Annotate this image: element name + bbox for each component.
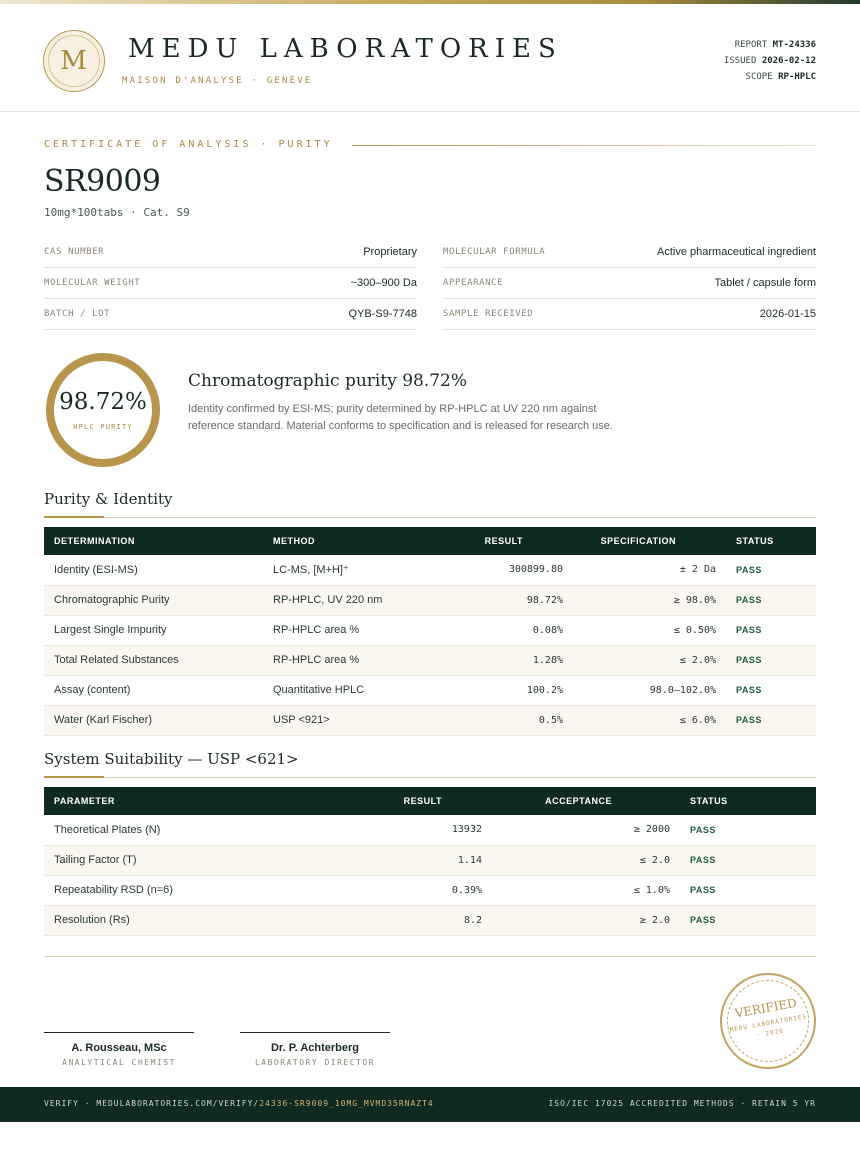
cell-result: 300899.80 [443,555,573,585]
status-badge: PASS [726,615,816,645]
stamp-main-text: VERIFIED [733,995,798,1021]
section-rule [44,517,816,518]
status-badge: PASS [726,585,816,615]
product-subtitle: 10mg*100tabs · Cat. S9 [44,206,190,219]
column-header: PARAMETER [54,796,115,806]
section-accent [44,776,104,778]
meta-report: REPORT MT-24336 [734,40,816,50]
column-header: STATUS [690,796,728,806]
cell-parameter: Repeatability RSD (n=6) [44,875,360,905]
purity-table [44,527,816,736]
cell-method: RP-HPLC, UV 220 nm [263,585,443,615]
info-key: CAS NUMBER [44,247,105,257]
status-badge: PASS [726,705,816,735]
cell-method: USP <921> [263,705,443,735]
status-badge: PASS [726,675,816,705]
column-header: RESULT [403,796,442,806]
cell-acceptance: ≥ 2000 [492,815,680,845]
purity-ring-label: HPLC PURITY [73,423,133,431]
status-badge: PASS [680,815,816,845]
section-accent [44,516,104,518]
cell-result: 1.14 [360,845,492,875]
table-row [44,555,816,585]
cell-result: 1.28% [443,645,573,675]
meta-issued: ISSUED 2026-02-12 [723,56,816,66]
table-row [44,615,816,645]
product-name: SR9009 [44,164,161,199]
cell-result: 98.72% [443,585,573,615]
signature-name: A. Rousseau, MSc [71,1042,167,1054]
info-row [44,237,417,268]
table-row [44,875,816,905]
purity-title: Chromatographic purity 98.72% [188,371,468,391]
status-badge: PASS [726,555,816,585]
verified-stamp [712,965,823,1076]
cell-parameter: Resolution (Rs) [44,905,360,935]
cell-spec: ± 2 Da [573,555,726,585]
section-title-purity: Purity & Identity [44,490,173,508]
brand-tagline: MAISON D'ANALYSE · GENÈVE [122,76,313,86]
column-header: METHOD [273,536,315,546]
suitability-table [44,787,816,936]
verify-link[interactable]: 24336-SR9009_10MG_MVMD35RNAZT4 [259,1099,434,1108]
footer-accreditation: ISO/IEC 17025 ACCREDITED METHODS · RETAIN 5 YR [548,1099,816,1108]
info-key: BATCH / LOT [44,309,111,319]
certificate-divider [352,145,816,146]
cell-result: 13932 [360,815,492,845]
column-header: STATUS [736,536,774,546]
column-header: DETERMINATION [54,536,135,546]
cell-method: RP-HPLC area % [263,645,443,675]
column-header: RESULT [484,536,523,546]
footer-verify-prefix: VERIFY · MEDULABORATORIES.COM/VERIFY/ [44,1099,260,1108]
report-meta [724,37,816,85]
signature-block [44,1032,194,1067]
info-row [44,268,417,299]
logo-letter: M [60,46,87,76]
table-row [44,845,816,875]
info-value: 2026-01-15 [759,308,816,320]
cell-determination: Water (Karl Fischer) [44,705,263,735]
info-row [44,299,417,330]
info-key: MOLECULAR WEIGHT [44,278,141,288]
cell-parameter: Theoretical Plates (N) [44,815,360,845]
status-badge: PASS [726,645,816,675]
info-value: Active pharmaceutical ingredient [657,246,816,258]
info-value: QYB-S9-7748 [348,308,417,320]
cell-method: RP-HPLC area % [263,615,443,645]
column-header: ACCEPTANCE [545,796,612,806]
table-row [44,645,816,675]
cell-determination: Identity (ESI-MS) [44,555,263,585]
cell-determination: Assay (content) [44,675,263,705]
status-badge: PASS [680,875,816,905]
section-title-suitability: System Suitability — USP <621> [44,750,299,768]
table-row [44,675,816,705]
signature-role: ANALYTICAL CHEMIST [62,1058,176,1067]
info-key: MOLECULAR FORMULA [443,247,546,257]
table-row [44,705,816,735]
cell-spec: ≥ 98.0% [573,585,726,615]
stamp-sub-text: MEDU LABORATORIES · 2026 [729,1013,808,1040]
signature-divider [44,956,816,957]
certificate-label: CERTIFICATE OF ANALYSIS · PURITY [44,139,333,150]
cell-spec: ≤ 2.0% [573,645,726,675]
info-row [443,237,816,268]
cell-acceptance: ≥ 2.0 [492,905,680,935]
logo [43,30,105,92]
cell-acceptance: ≤ 2.0 [492,845,680,875]
info-row [443,268,816,299]
purity-ring [46,353,160,467]
cell-acceptance: ≤ 1.0% [492,875,680,905]
info-key: APPEARANCE [443,278,504,288]
cell-result: 100.2% [443,675,573,705]
cell-determination: Chromatographic Purity [44,585,263,615]
cell-spec: 98.0–102.0% [573,675,726,705]
info-value: ~300–900 Da [350,277,417,289]
section-rule [44,777,816,778]
purity-ring-value: 98.72% [59,389,147,415]
info-value: Tablet / capsule form [714,277,816,289]
column-header: SPECIFICATION [600,536,676,546]
table-header-row [44,527,816,555]
table-row [44,815,816,845]
info-key: SAMPLE RECEIVED [443,309,534,319]
footer-verify [44,1099,434,1108]
cell-result: 8.2 [360,905,492,935]
header [0,4,860,112]
purity-description: Identity confirmed by ESI-MS; purity determined by RP-HPLC at UV 220 nm against reference standard. Material conforms to specification and is released for research use. [188,403,613,432]
status-badge: PASS [680,845,816,875]
info-row [443,299,816,330]
cell-spec: ≤ 0.50% [573,615,726,645]
cell-method: LC-MS, [M+H]⁺ [263,555,443,585]
cell-parameter: Tailing Factor (T) [44,845,360,875]
cell-spec: ≤ 6.0% [573,705,726,735]
table-row [44,905,816,935]
meta-scope: SCOPE RP-HPLC [745,72,816,82]
signature-block [240,1032,390,1067]
signature-role: LABORATORY DIRECTOR [254,1058,375,1067]
cell-result: 0.39% [360,875,492,905]
cell-determination: Largest Single Impurity [44,615,263,645]
info-grid-left [44,237,417,330]
status-badge: PASS [680,905,816,935]
cell-result: 0.5% [443,705,573,735]
footer [0,1087,860,1122]
cell-determination: Total Related Substances [44,645,263,675]
table-row [44,585,816,615]
cell-result: 0.08% [443,615,573,645]
table-header-row [44,787,816,815]
brand-name: MEDU LABORATORIES [128,34,563,64]
signature-name: Dr. P. Achterberg [270,1042,360,1054]
info-value: Proprietary [363,246,417,258]
cell-method: Quantitative HPLC [263,675,443,705]
info-grid-right [443,237,816,330]
